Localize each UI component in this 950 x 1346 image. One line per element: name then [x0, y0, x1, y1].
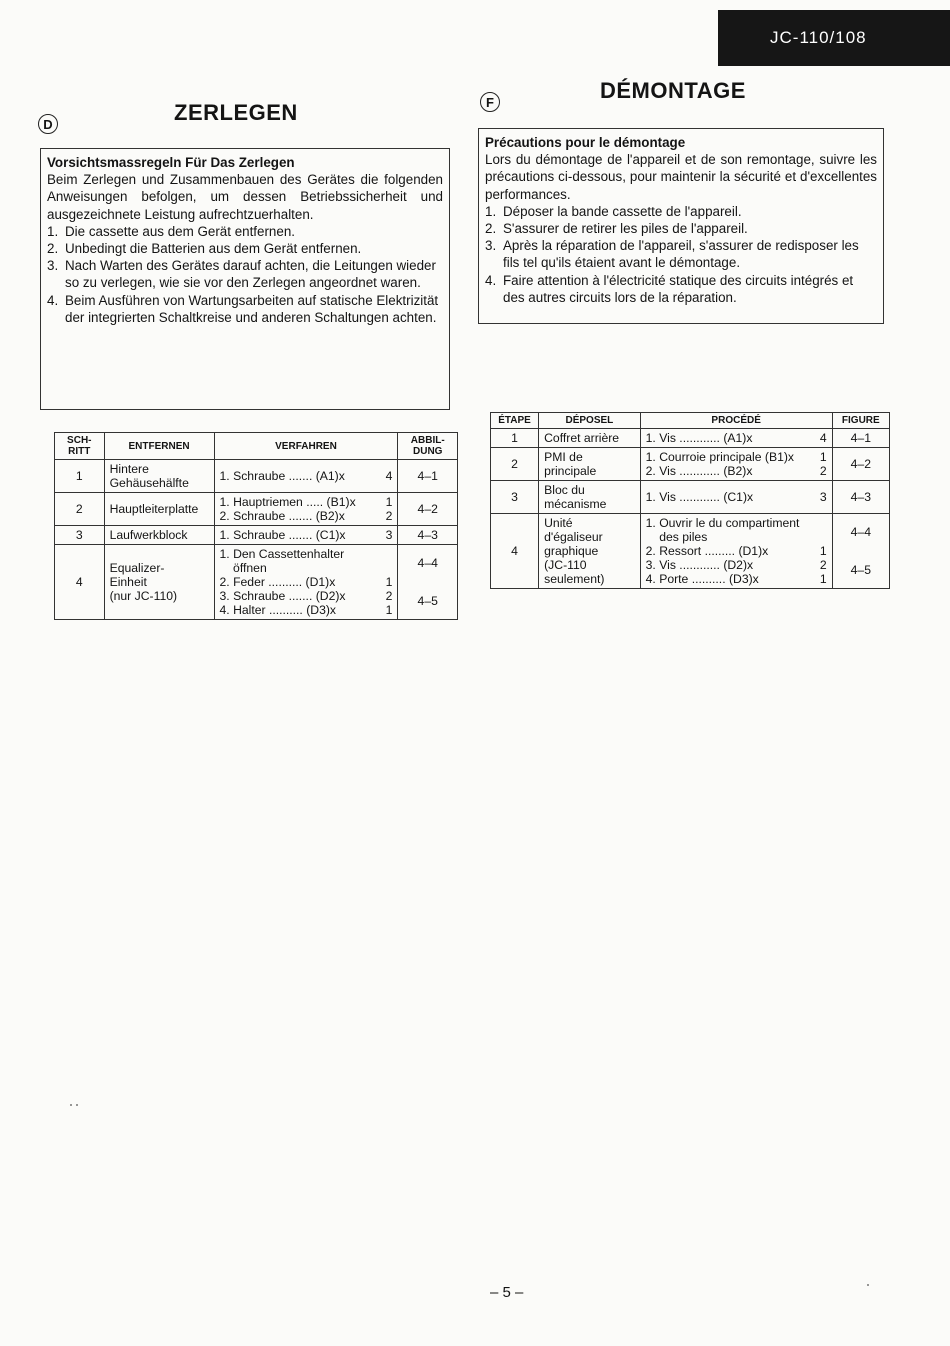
procedure-cell: [214, 493, 398, 526]
french-precautions-list: [485, 203, 877, 306]
german-precautions-box: [40, 148, 450, 410]
german-title: ZERLEGEN: [174, 100, 298, 125]
procedure-text: 3. Vis ............ (D2)x: [645, 558, 754, 572]
procedure-cell: [640, 481, 832, 514]
figure-cell: [832, 514, 889, 589]
figure-ref: 4–2: [850, 457, 871, 471]
german-disassembly-table: [54, 432, 458, 620]
procedure-quantity: 3: [819, 490, 827, 504]
procedure-quantity: 2: [819, 558, 827, 572]
scan-speck: [76, 1104, 78, 1106]
step-cell: 4: [491, 514, 539, 589]
table-header: ABBIL- DUNG: [398, 433, 458, 460]
part-cell: Laufwerkblock: [104, 526, 214, 545]
precaution-number: 1.: [47, 223, 59, 239]
precaution-text: Après la réparation de l'appareil, s'assurer de redisposer les fils tel qu'ils étaient avant le démontage.: [503, 238, 859, 271]
model-header: [718, 10, 950, 66]
part-cell: PMI de principale: [539, 448, 641, 481]
procedure-line: [646, 530, 827, 544]
precaution-text: S'assurer de retirer les piles de l'appareil.: [503, 221, 748, 237]
precaution-item: [47, 240, 443, 257]
step-cell: 3: [491, 481, 539, 514]
precaution-text: Faire attention à l'électricité statique des circuits intégrés et des autres circuits lors de la réparation.: [503, 272, 854, 305]
precaution-item: [47, 292, 443, 326]
precaution-item: [47, 223, 443, 240]
procedure-line: [220, 528, 393, 542]
procedure-cell: [640, 448, 832, 481]
precaution-item: [485, 203, 877, 220]
step-cell: 3: [55, 526, 105, 545]
procedure-quantity: 1: [385, 495, 393, 509]
precaution-item: [485, 272, 877, 306]
procedure-quantity: 1: [385, 575, 393, 589]
step-cell: 2: [55, 493, 105, 526]
table-row: [491, 481, 890, 514]
figure-cell: [398, 545, 458, 620]
procedure-line: [646, 431, 827, 445]
procedure-line: [220, 575, 393, 589]
procedure-text: des piles: [645, 530, 708, 544]
procedure-line: [646, 450, 827, 464]
part-cell: Hintere Gehäusehälfte: [104, 460, 214, 493]
precaution-number: 3.: [47, 258, 59, 274]
precaution-number: 1.: [485, 203, 497, 219]
procedure-line: [646, 572, 827, 586]
table-header: VERFAHREN: [214, 433, 398, 460]
page-number: – 5 –: [490, 1284, 524, 1301]
german-marker-icon: D: [38, 114, 58, 134]
precaution-number: 4.: [47, 292, 59, 308]
part-cell: Equalizer- Einheit (nur JC-110): [104, 545, 214, 620]
figure-ref: 4–4: [417, 556, 438, 570]
figure-cell: [832, 481, 889, 514]
table-row: [55, 493, 458, 526]
precaution-item: [485, 220, 877, 237]
procedure-text: 1. Courroie principale (B1)x: [645, 450, 795, 464]
table-header: PROCÉDÉ: [640, 413, 832, 429]
french-precautions-title: Précautions pour le démontage: [485, 135, 686, 150]
scan-speck: [70, 1104, 72, 1106]
figure-ref: 4–3: [417, 528, 438, 542]
german-table-body: [55, 460, 458, 620]
procedure-text: 4. Porte .......... (D3)x: [645, 572, 759, 586]
french-precautions-box: [478, 128, 884, 324]
procedure-text: 1. Schraube ....... (A1)x: [219, 469, 345, 483]
precaution-text: Nach Warten des Gerätes darauf achten, die Leitungen wieder so zu verlegen, wie sie vor den Zerlegen angeordnet waren.: [65, 258, 436, 291]
procedure-text: 1. Vis ............ (C1)x: [645, 490, 754, 504]
procedure-text: öffnen: [219, 561, 267, 575]
french-precautions-intro: Lors du démontage de l'appareil et de son remontage, suivre les précautions ci-dessous, pour maintenir la sécurité et d'excellentes performances.: [485, 152, 877, 202]
precaution-number: 3.: [485, 238, 497, 254]
procedure-line: [646, 516, 827, 530]
procedure-line: [220, 603, 393, 617]
procedure-quantity: 1: [385, 603, 393, 617]
table-row: [491, 429, 890, 448]
table-row: [55, 460, 458, 493]
procedure-quantity: 4: [819, 431, 827, 445]
table-header: SCH- RITT: [55, 433, 105, 460]
procedure-cell: [214, 526, 398, 545]
procedure-text: 1. Vis ............ (A1)x: [645, 431, 753, 445]
french-marker-icon: F: [480, 92, 500, 112]
part-cell: Unité d'égaliseur graphique (JC-110 seulement): [539, 514, 641, 589]
german-precautions-intro: Beim Zerlegen und Zusammenbauen des Gerätes die folgenden Anweisungen befolgen, um dessen Betriebssicherheit und ausgezeichnete Leistung aufrechtzuerhalten.: [47, 172, 443, 222]
figure-ref: 4–4: [850, 525, 871, 539]
procedure-text: 1. Den Cassettenhalter: [219, 547, 345, 561]
procedure-text: 4. Halter .......... (D3)x: [219, 603, 336, 617]
model-number: JC-110/108: [770, 28, 867, 47]
table-header: ÉTAPE: [491, 413, 539, 429]
precaution-number: 4.: [485, 272, 497, 288]
figure-ref: 4–2: [417, 502, 438, 516]
procedure-quantity: 1: [819, 544, 827, 558]
table-row: [55, 526, 458, 545]
step-cell: 1: [55, 460, 105, 493]
precaution-number: 2.: [485, 221, 497, 237]
figure-cell: [398, 460, 458, 493]
figure-ref: 4–1: [850, 431, 871, 445]
procedure-line: [220, 561, 393, 575]
procedure-quantity: 4: [385, 469, 393, 483]
procedure-text: 1. Ouvrir le du compartiment: [645, 516, 800, 530]
procedure-text: 2. Vis ............ (B2)x: [645, 464, 753, 478]
part-cell: Coffret arrière: [539, 429, 641, 448]
table-header: FIGURE: [832, 413, 889, 429]
procedure-line: [646, 544, 827, 558]
procedure-text: 2. Feder .......... (D1)x: [219, 575, 336, 589]
procedure-quantity: 1: [819, 450, 827, 464]
procedure-line: [220, 509, 393, 523]
step-cell: 4: [55, 545, 105, 620]
table-header: DÉPOSEL: [539, 413, 641, 429]
german-precautions-list: [47, 223, 443, 326]
precaution-text: Die cassette aus dem Gerät entfernen.: [65, 223, 295, 239]
figure-ref: 4–1: [417, 469, 438, 483]
procedure-quantity: 1: [819, 572, 827, 586]
precaution-item: [47, 257, 443, 291]
figure-cell: [832, 429, 889, 448]
scan-speck: [867, 1284, 869, 1286]
procedure-quantity: 2: [385, 589, 393, 603]
german-precautions-title: Vorsichtsmassregeln Für Das Zerlegen: [47, 155, 295, 170]
french-disassembly-table: [490, 412, 890, 589]
procedure-cell: [214, 460, 398, 493]
procedure-line: [220, 495, 393, 509]
precaution-text: Déposer la bande cassette de l'appareil.: [503, 203, 742, 219]
part-cell: Hauptleiterplatte: [104, 493, 214, 526]
table-row: [55, 545, 458, 620]
procedure-cell: [214, 545, 398, 620]
procedure-text: 1. Schraube ....... (C1)x: [219, 528, 346, 542]
procedure-cell: [640, 429, 832, 448]
table-row: [491, 448, 890, 481]
figure-ref: 4–3: [850, 490, 871, 504]
figure-cell: [398, 493, 458, 526]
french-title: DÉMONTAGE: [600, 78, 746, 103]
procedure-line: [220, 469, 393, 483]
procedure-line: [646, 558, 827, 572]
part-cell: Bloc du mécanisme: [539, 481, 641, 514]
precaution-number: 2.: [47, 241, 59, 257]
procedure-text: 2. Schraube ....... (B2)x: [219, 509, 345, 523]
procedure-text: 1. Hauptriemen ..... (B1)x: [219, 495, 356, 509]
procedure-quantity: 2: [385, 509, 393, 523]
figure-ref: 4–5: [417, 594, 438, 608]
step-cell: 1: [491, 429, 539, 448]
procedure-line: [646, 490, 827, 504]
figure-cell: [398, 526, 458, 545]
table-header: ENTFERNEN: [104, 433, 214, 460]
figure-ref: 4–5: [850, 563, 871, 577]
step-cell: 2: [491, 448, 539, 481]
precaution-text: Beim Ausführen von Wartungsarbeiten auf statische Elektrizität der integrierten Schaltkreise und anderen Schaltungen achten.: [65, 292, 439, 325]
procedure-line: [646, 464, 827, 478]
table-row: [491, 514, 890, 589]
figure-cell: [832, 448, 889, 481]
precaution-text: Unbedingt die Batterien aus dem Gerät entfernen.: [65, 241, 362, 257]
procedure-cell: [640, 514, 832, 589]
procedure-text: 3. Schraube ....... (D2)x: [219, 589, 346, 603]
procedure-quantity: 2: [819, 464, 827, 478]
procedure-text: 2. Ressort ......... (D1)x: [645, 544, 769, 558]
french-table-body: [491, 429, 890, 589]
precaution-item: [485, 237, 877, 271]
procedure-quantity: 3: [385, 528, 393, 542]
procedure-line: [220, 589, 393, 603]
procedure-line: [220, 547, 393, 561]
